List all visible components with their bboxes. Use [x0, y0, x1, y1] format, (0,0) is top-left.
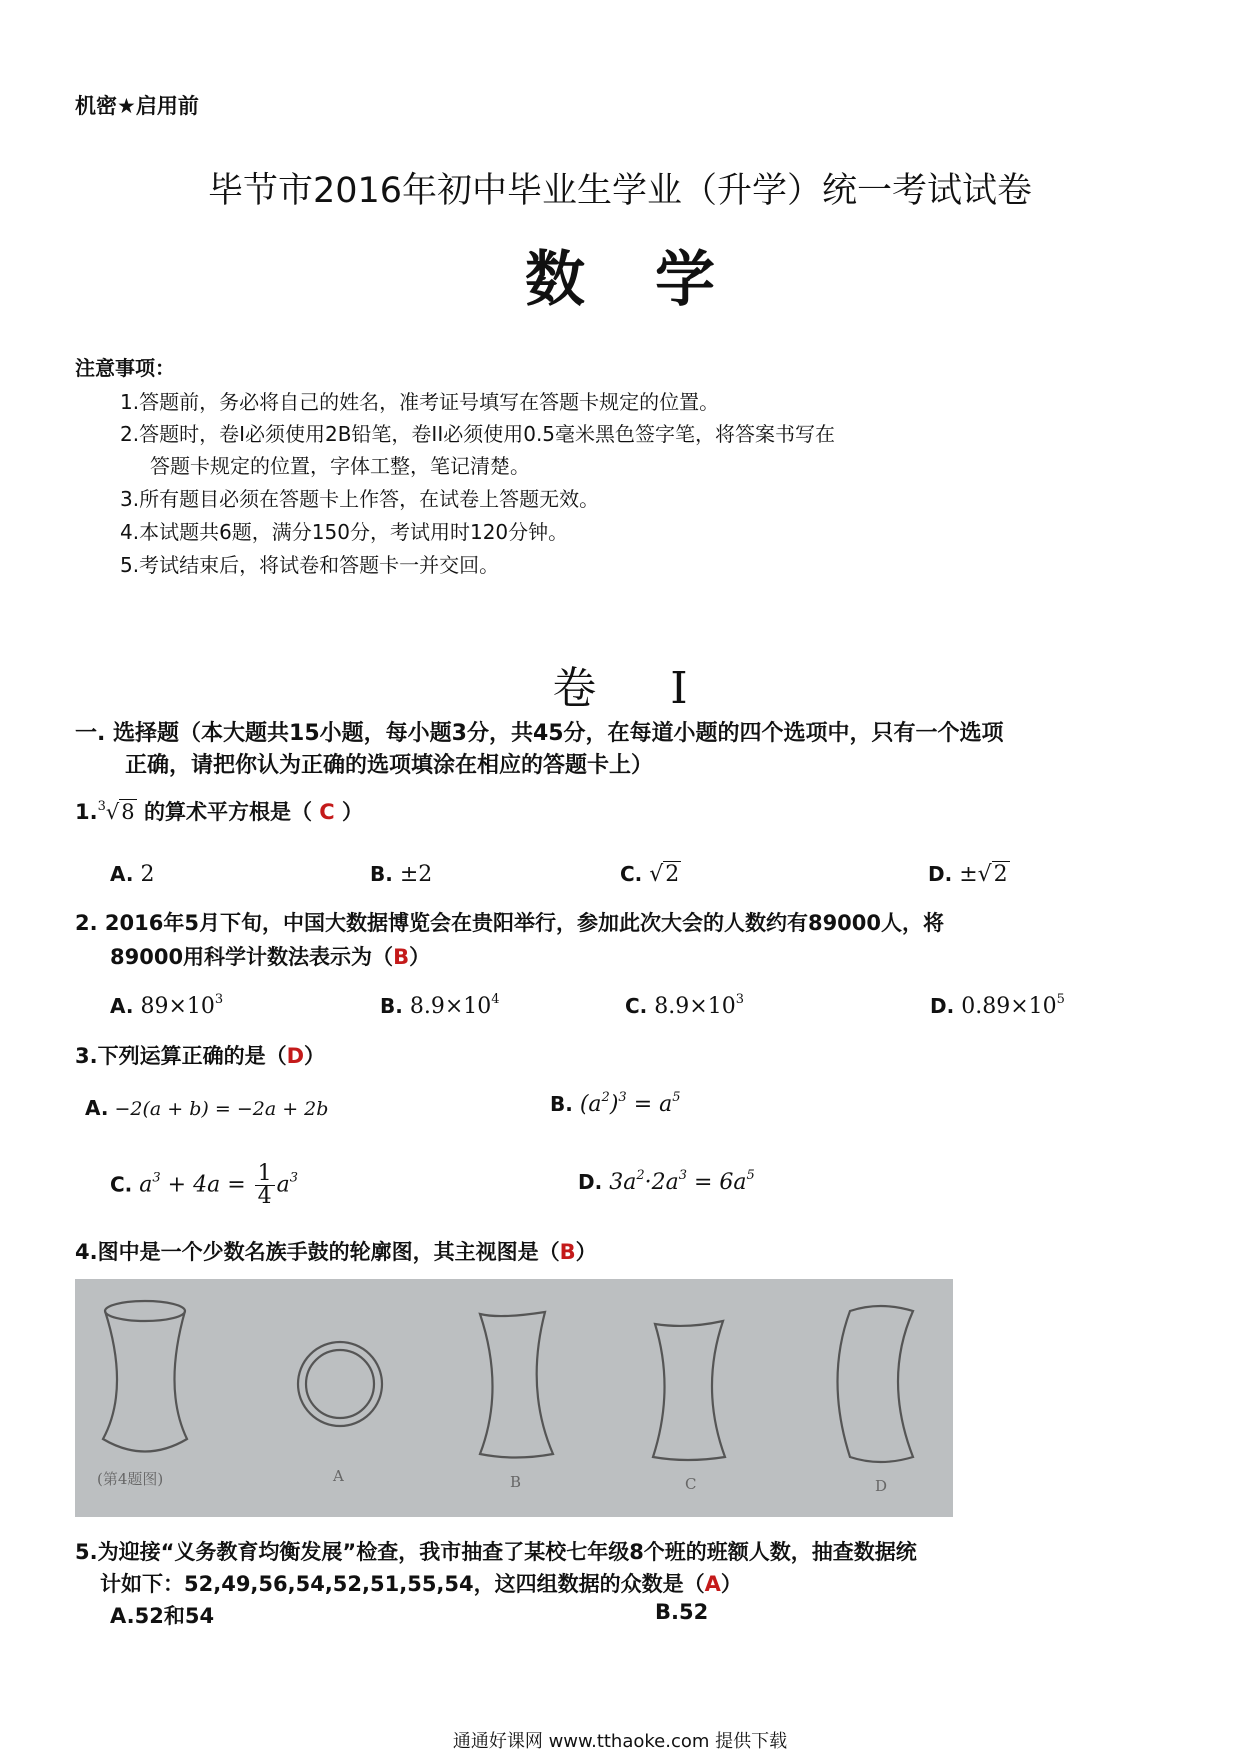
exam-title: 毕节市2016年初中毕业生学业（升学）统一考试试卷	[207, 171, 1033, 211]
note-item: 1.答题前，务必将自己的姓名，准考证号填写在答题卡规定的位置。	[120, 390, 720, 414]
question-close: ）	[342, 800, 363, 824]
q1-option-d: D. ±√2	[928, 862, 1008, 887]
answer-mark: B	[393, 945, 410, 969]
q2-option-d: D. $0.89\times 10^5$	[930, 992, 1065, 1019]
answer-mark: B	[559, 1240, 576, 1264]
note-item: 5.考试结束后，将试卷和答题卡一并交回。	[120, 553, 500, 577]
figure-caption: (第4题图)	[97, 1470, 164, 1488]
question-4: 4.图中是一个少数名族手鼓的轮廓图，其主视图是（B）	[75, 1240, 597, 1264]
answer-mark: C	[319, 800, 335, 824]
note-item: 3.所有题目必须在答题卡上作答，在试卷上答题无效。	[120, 487, 600, 511]
section-heading-line1: 一. 选择题（本大题共15小题，每小题3分，共45分，在每道小题的四个选项中，只有一个选项	[75, 721, 1004, 746]
note-item: 4.本试题共6题，满分150分，考试用时120分钟。	[120, 520, 569, 544]
question-5-line1: 5.为迎接“义务教育均衡发展”检查，我市抽查了某校七年级8个班的班额人数，抽查数据统	[75, 1540, 917, 1564]
q1-option-b: B. ±2	[370, 862, 433, 887]
question-1: 1.$^3$√8 的算术平方根是（ C ）	[75, 799, 363, 824]
answer-mark: D	[286, 1044, 305, 1068]
note-item: 答题卡规定的位置，字体工整，笔记清楚。	[150, 454, 530, 478]
answer-mark: A	[704, 1572, 721, 1596]
page-footer: 通通好课网 www.tthaoke.com 提供下载	[452, 1731, 788, 1752]
q3-option-a: A. −2(a + b) = −2a + 2b	[85, 1096, 329, 1120]
q3-option-d: D. $3a^2\cdot 2a^3 = 6a^5$	[578, 1168, 755, 1195]
figure-label-b: B	[510, 1473, 522, 1491]
question-number: 1.	[75, 800, 98, 824]
figure-label-d: D	[875, 1477, 888, 1495]
question-5-line2: 计如下：52,49,56,54,52,51,55,54，这四组数据的众数是（A）	[100, 1572, 742, 1596]
volume-heading: 卷 I	[552, 663, 718, 714]
q1-option-c: C. √2	[620, 862, 680, 887]
radicand: 8	[121, 800, 135, 824]
q2-option-b: B. $8.9\times 10^4$	[380, 992, 500, 1019]
section-heading-line2: 正确，请把你认为正确的选项填涂在相应的答题卡上）	[125, 753, 654, 778]
q2-option-a: A. $89\times 10^3$	[110, 992, 224, 1019]
notes-title: 注意事项：	[75, 356, 175, 380]
q5-option-a: A.52和54	[110, 1604, 215, 1628]
q2-option-c: C. $8.9\times 10^3$	[625, 992, 744, 1019]
q1-option-a: A. 2	[110, 862, 155, 887]
note-item: 2.答题时，卷I必须使用2B铅笔，卷II必须使用0.5毫米黑色签字笔，将答案书写在	[120, 422, 836, 446]
question-2-line1: 2. 2016年5月下旬，中国大数据博览会在贵阳举行，参加此次大会的人数约有89000人，将	[75, 911, 945, 935]
q5-option-b: B.52	[655, 1600, 709, 1624]
figure-label-c: C	[685, 1475, 697, 1493]
question-2-line2: 89000用科学计数法表示为（B）	[110, 945, 431, 969]
question-3: 3.下列运算正确的是（D）	[75, 1044, 326, 1068]
figure-label-a: A	[333, 1467, 344, 1485]
question-text: 的算术平方根是（	[143, 800, 312, 824]
q3-option-c: C. $a^3 + 4a$ = $\frac{1}{4}$ $a^3$	[110, 1161, 299, 1209]
q3-option-b: B. $(a^2)^3 = a^5$	[550, 1090, 681, 1117]
subject-title: 数学	[525, 245, 785, 315]
drum-figure	[75, 1279, 953, 1517]
drum-figure-drawing	[75, 1279, 953, 1517]
confidential-mark: 机密★启用前	[75, 94, 199, 118]
